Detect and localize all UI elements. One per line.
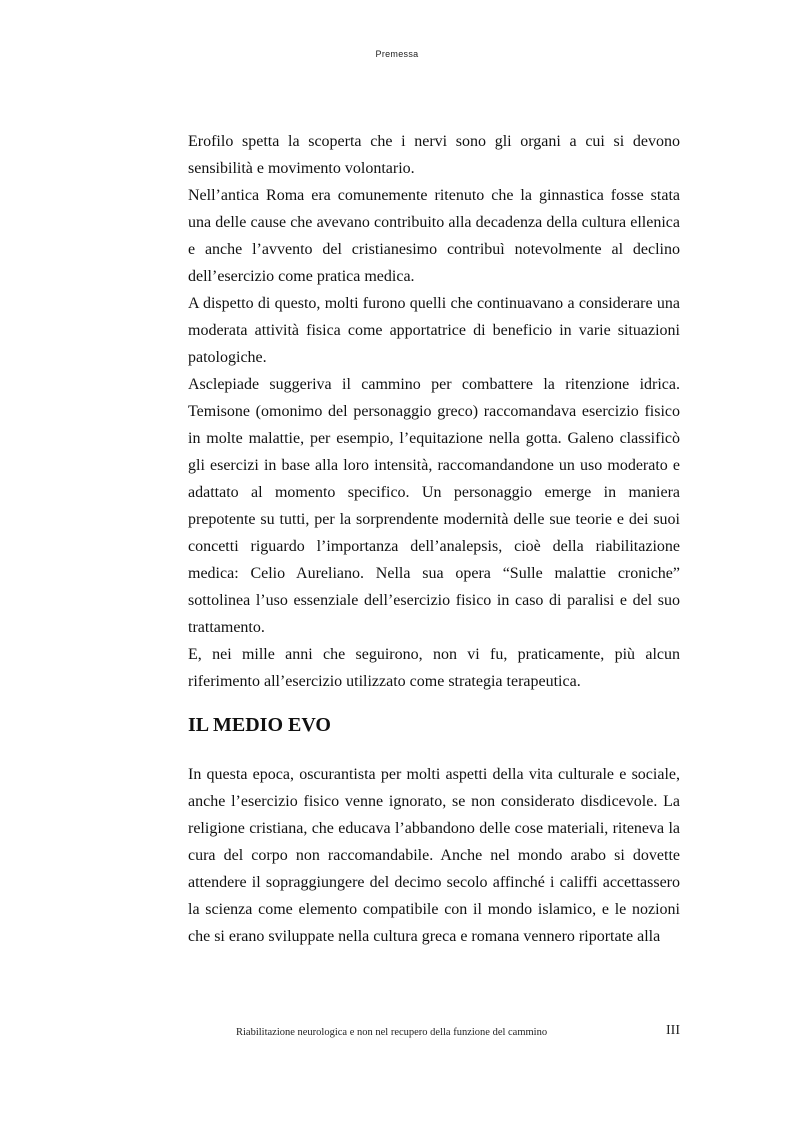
page-number: III: [666, 1023, 680, 1038]
section-heading: IL MEDIO EVO: [188, 714, 331, 736]
footer-book-title: Riabilitazione neurologica e non nel recupero della funzione del cammino: [236, 1027, 548, 1038]
main-text: [188, 128, 680, 950]
paragraph: E, nei mille anni che seguirono, non vi fu, praticamente, più alcun riferimento all’esercizio utilizzato come strategia terapeutica.: [188, 646, 680, 690]
paragraph: Asclepiade suggeriva il cammino per combattere la ritenzione idrica. Temisone (omonimo del personaggio greco) raccomandava esercizio fisico in molte malattie, per esempio, l’equitazione nella gotta. Galeno classificò gli esercizi in base alla loro intensità, raccomandandone un uso moderato e adattato al momento specifico. Un personaggio emerge in maniera prepotente su tutti, per la sorprendente modernità delle sue teorie e dei suoi concetti riguardo l’importanza dell’analepsis, cioè della riabilitazione medica: Celio Aureliano. Nella sua opera “Sulle malattie croniche” sottolinea l’uso essenziale dell’esercizio fisico in caso di paralisi e del suo trattamento.: [188, 376, 680, 636]
paragraph: A dispetto di questo, molti furono quelli che continuavano a considerare una moderata attività fisica come apportatrice di beneficio in varie situazioni patologiche.: [188, 295, 680, 366]
paragraph: Erofilo spetta la scoperta che i nervi sono gli organi a cui si devono sensibilità e movimento volontario.: [188, 133, 680, 177]
paragraph: Nell’antica Roma era comunemente ritenuto che la ginnastica fosse stata una delle cause che avevano contribuito alla decadenza della cultura ellenica e anche l’avvento del cristianesimo contribuì notevolmente al declino dell’esercizio come pratica medica.: [188, 187, 680, 285]
paragraph: In questa epoca, oscurantista per molti aspetti della vita culturale e sociale, anche l’esercizio fisico venne ignorato, se non considerato disdicevole. La religione cristiana, che educava l’abbandono delle cose materiali, riteneva la cura del corpo non raccomandabile. Anche nel mondo arabo si dovette attendere il sopraggiungere del decimo secolo affinché i califfi accettassero la scienza come elemento compatibile con il mondo islamico, e le nozioni che si erano sviluppate nella cultura greca e romana vennero riportate alla: [188, 766, 680, 945]
running-header: Premessa: [375, 49, 419, 59]
